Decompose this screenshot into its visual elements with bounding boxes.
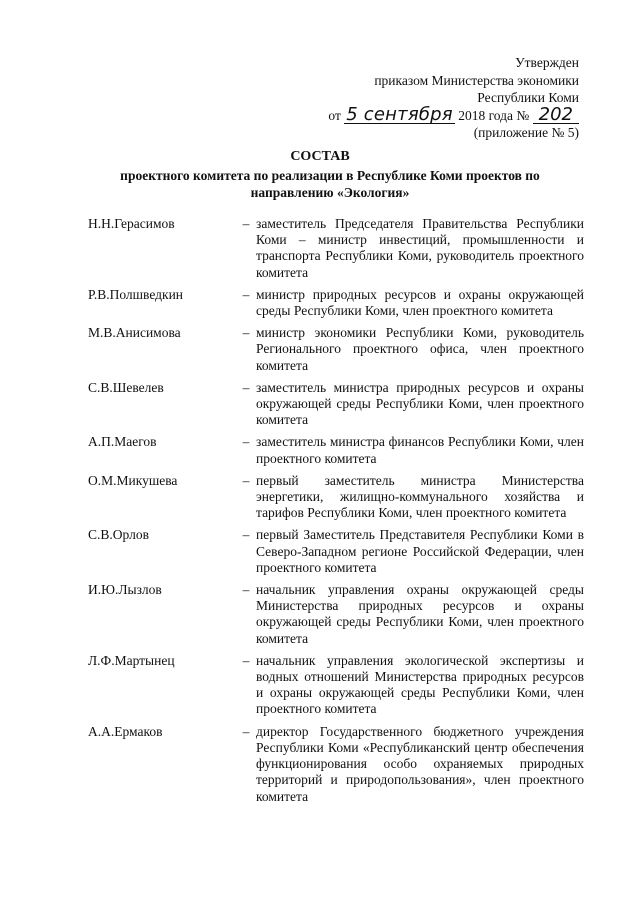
member-dash: – bbox=[242, 325, 250, 341]
member-dash: – bbox=[242, 723, 250, 739]
handwritten-date: 5 сентября bbox=[346, 103, 453, 125]
member-dash: – bbox=[242, 379, 250, 395]
date-prefix: от bbox=[328, 107, 341, 123]
member-row bbox=[88, 287, 584, 319]
member-role: министр природных ресурсов и охраны окружающей среды Республики Коми, член проектного комитета bbox=[256, 286, 584, 319]
member-row bbox=[88, 582, 584, 647]
member-role: заместитель министра природных ресурсов и охраны окружающей среды Республики Коми, член проектного комитета bbox=[256, 379, 584, 428]
approval-date-line bbox=[328, 103, 579, 125]
member-row bbox=[88, 473, 584, 522]
approval-line-3: Республики Коми bbox=[477, 90, 579, 105]
member-dash: – bbox=[242, 434, 250, 450]
member-row bbox=[88, 724, 584, 805]
approval-block bbox=[328, 54, 579, 142]
document-subtitle: проектного комитета по реализации в Республике Коми проектов по направлению «Экология» bbox=[120, 168, 540, 200]
approval-line-2: приказом Министерства экономики bbox=[374, 72, 579, 88]
member-name: А.А.Ермаков bbox=[88, 723, 163, 739]
document-title: СОСТАВ bbox=[290, 149, 350, 164]
member-role: начальник управления экологической экспертизы и водных отношений Министерства природных ресурсов и охраны окружающей среды Республики Коми, член проектного комитета bbox=[256, 652, 584, 717]
member-row bbox=[88, 527, 584, 576]
member-name: О.М.Микушева bbox=[88, 472, 178, 488]
member-dash: – bbox=[242, 216, 250, 231]
member-row bbox=[88, 653, 584, 718]
member-name: С.В.Шевелев bbox=[88, 379, 164, 395]
member-row bbox=[88, 380, 584, 429]
member-dash: – bbox=[242, 472, 250, 488]
member-name: М.В.Анисимова bbox=[88, 325, 181, 341]
member-role: заместитель Председателя Правительства Республики Коми – министр инвестиций, промышленности и транспорта Республики Коми, руководитель проектного комитета bbox=[256, 216, 584, 280]
member-name: И.Ю.Лызлов bbox=[88, 582, 162, 598]
member-role: первый заместитель министра Министерства энергетики, жилищно-коммунального хозяйства и тарифов Республики Коми, член проектного комитета bbox=[256, 472, 584, 521]
approval-line-1: Утвержден bbox=[515, 55, 579, 70]
handwritten-number: 202 bbox=[533, 107, 579, 124]
member-role: министр экономики Республики Коми, руководитель Регионального проектного офиса, член проектного комитета bbox=[256, 325, 584, 373]
member-name: С.В.Орлов bbox=[88, 527, 149, 543]
member-role: первый Заместитель Представителя Республики Коми в Северо-Западном регионе Российской Федерации, член проектного комитета bbox=[256, 527, 584, 575]
member-name: А.П.Маегов bbox=[88, 434, 157, 450]
member-dash: – bbox=[242, 527, 250, 543]
member-role: начальник управления охраны окружающей среды Министерства природных ресурсов и охраны окружающей среды Республики Коми, член проектного комитета bbox=[256, 582, 584, 646]
member-row bbox=[88, 434, 584, 466]
member-role: директор Государственного бюджетного учреждения Республики Коми «Республиканский центр обеспечения функционирования особо охраняемых природных территорий и природопользования», член проектного комитета bbox=[256, 723, 584, 804]
appendix-note: (приложение № 5) bbox=[473, 125, 579, 140]
members-list bbox=[88, 216, 584, 811]
member-dash: – bbox=[242, 582, 250, 598]
member-row bbox=[88, 216, 584, 281]
member-role: заместитель министра финансов Республики Коми, член проектного комитета bbox=[256, 434, 584, 466]
member-dash: – bbox=[242, 286, 250, 302]
member-name: Л.Ф.Мартынец bbox=[88, 652, 175, 668]
member-dash: – bbox=[242, 652, 250, 668]
member-row bbox=[88, 325, 584, 374]
year-text: 2018 года № bbox=[458, 107, 530, 123]
member-name: Н.Н.Герасимов bbox=[88, 216, 175, 231]
member-name: Р.В.Полшведкин bbox=[88, 286, 184, 302]
